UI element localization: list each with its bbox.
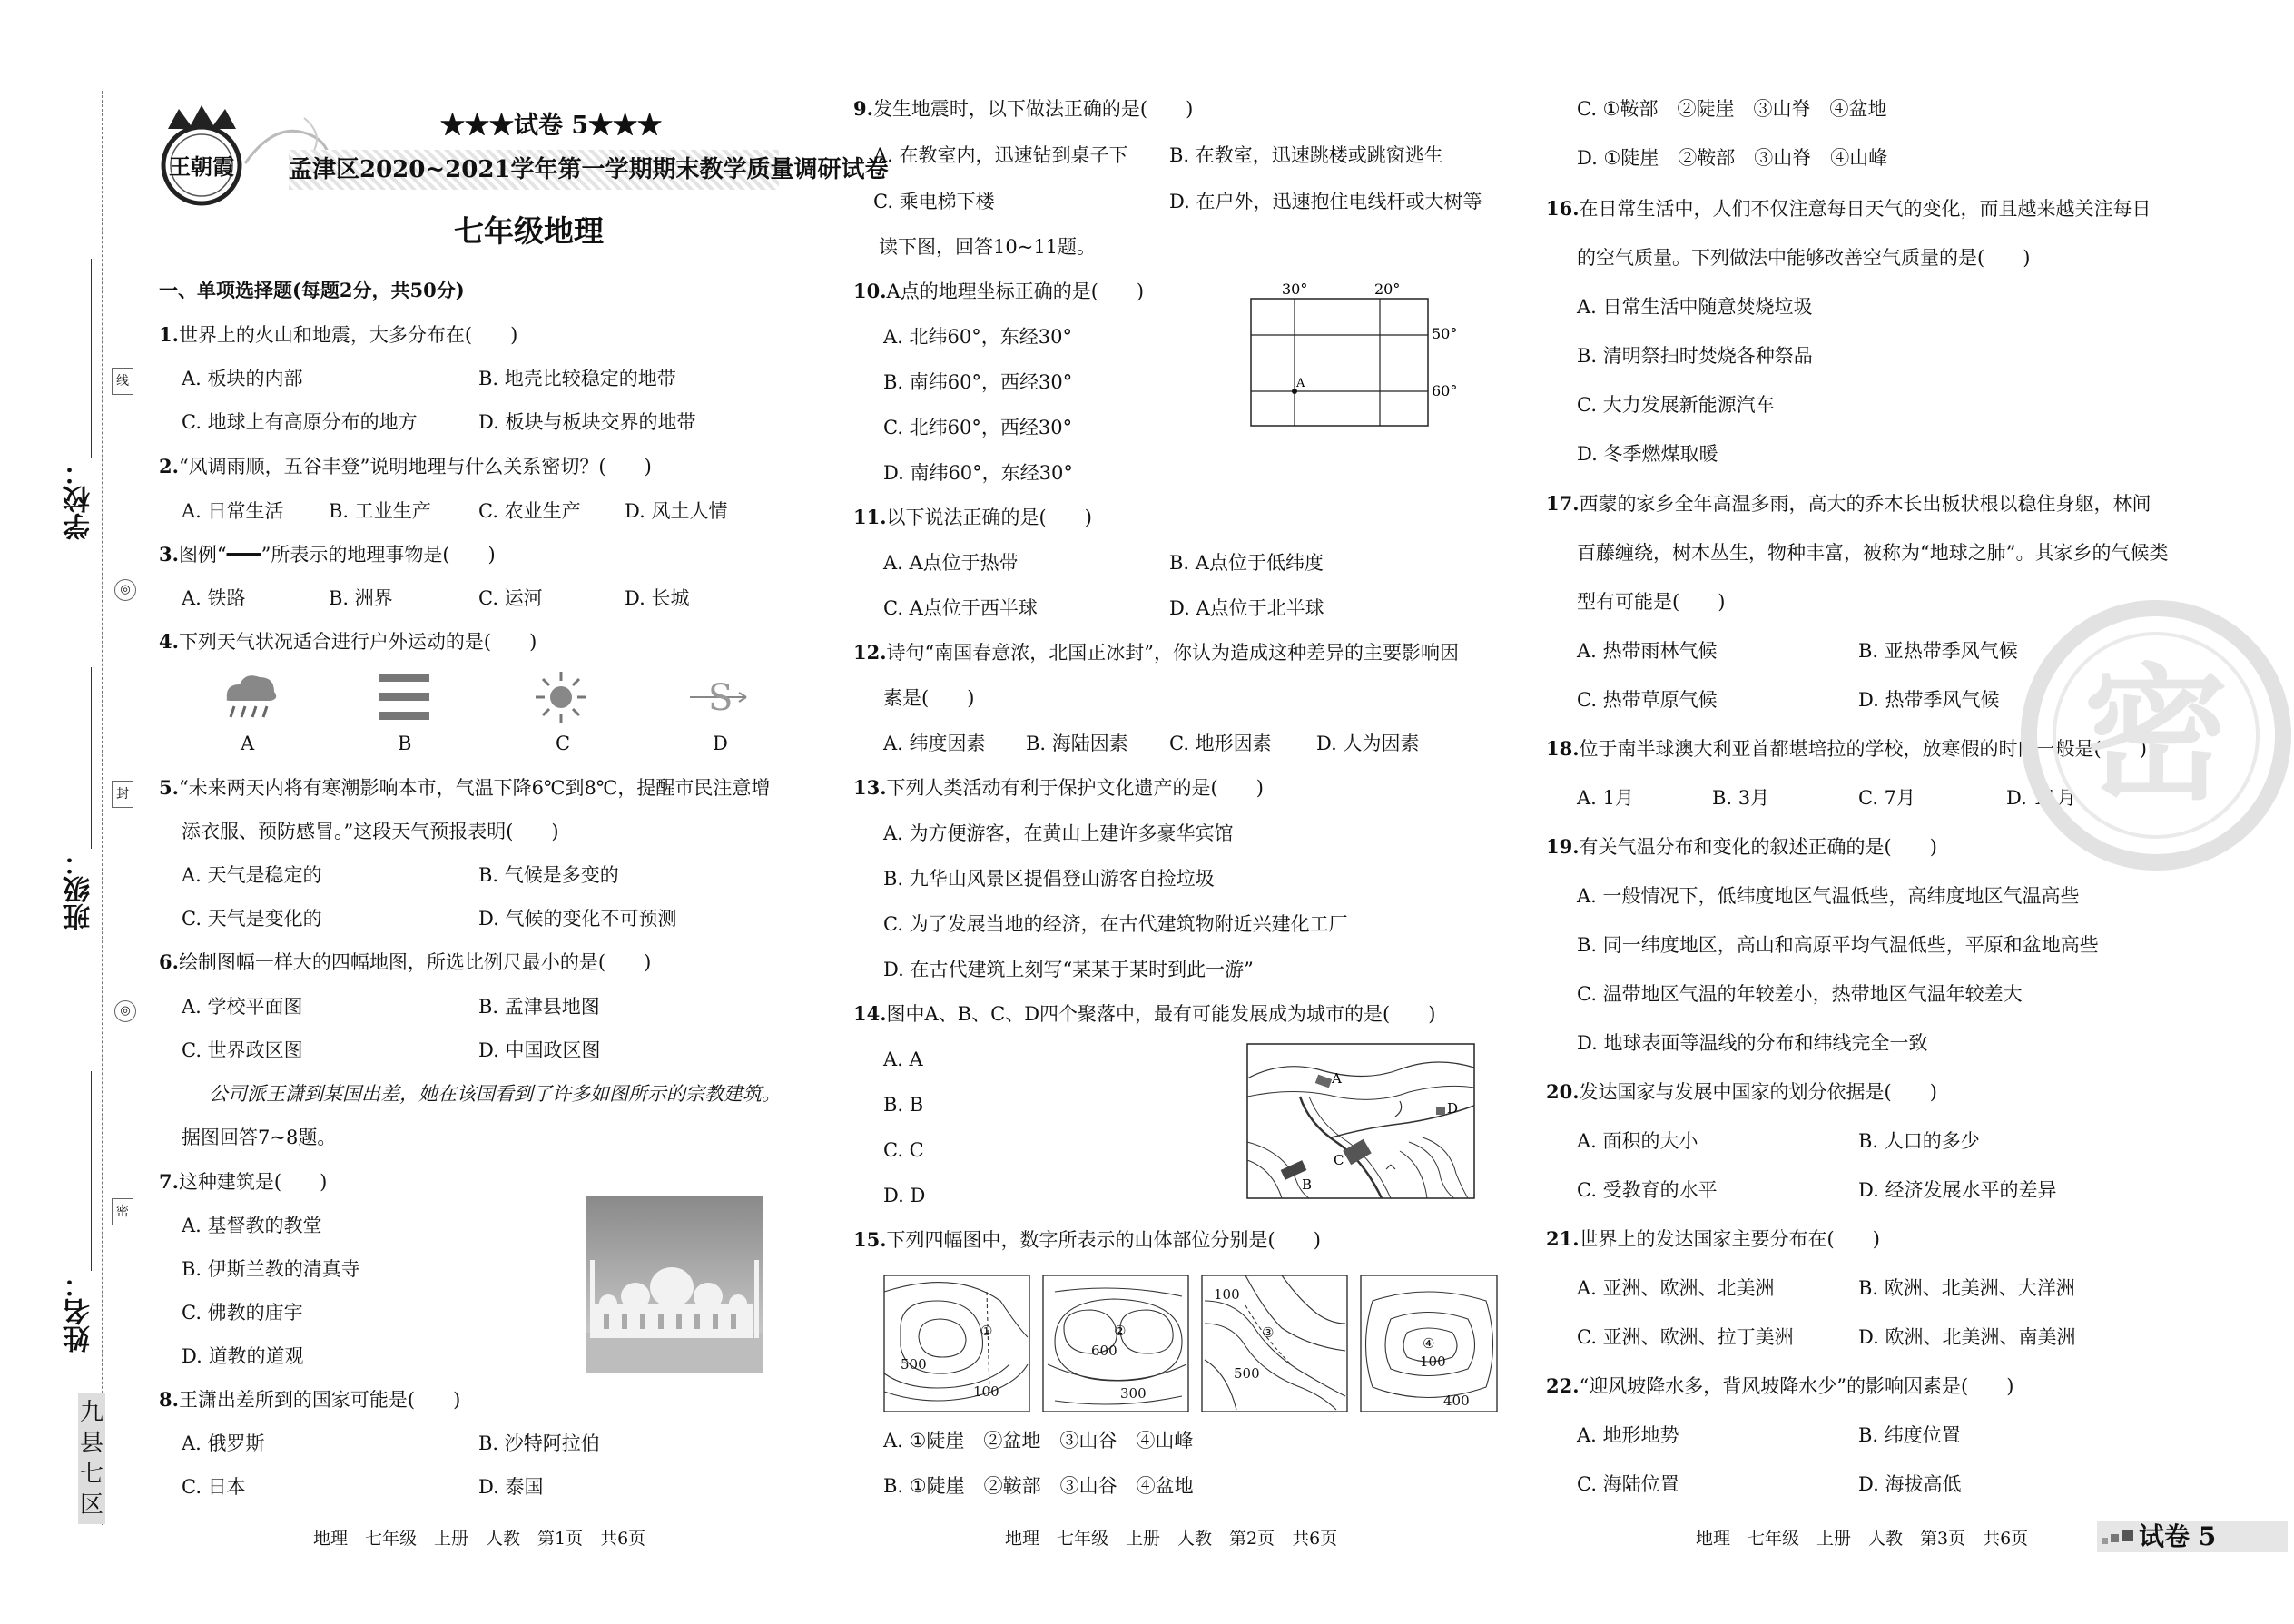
option[interactable]: D. 风土人情: [625, 500, 728, 522]
option[interactable]: D. 道教的道观: [182, 1345, 304, 1367]
svg-text:C: C: [1334, 1152, 1344, 1168]
option[interactable]: D. 经济发展水平的差异: [1858, 1179, 2057, 1201]
svg-text:100: 100: [973, 1383, 999, 1400]
question-4: 下列天气状况适合进行户外运动的是( ): [178, 631, 537, 653]
question-2: “风调雨顺，五谷丰登”说明地理与什么关系密切？( ): [178, 456, 652, 477]
class-field[interactable]: [91, 667, 92, 849]
option[interactable]: B. 地壳比较稳定的地带: [478, 368, 676, 389]
option[interactable]: A. 基督教的教堂: [182, 1215, 322, 1236]
question-10: A点的地理坐标正确的是( ): [886, 281, 1145, 302]
question-1: 世界上的火山和地震，大多分布在( ): [178, 324, 518, 346]
option[interactable]: A. A: [883, 1048, 923, 1070]
footer-page-3: 地理 七年级 上册 人教 第3页 共6页: [1696, 1529, 2029, 1549]
cut-line: [102, 91, 103, 1525]
svg-text:A: A: [1332, 1070, 1342, 1087]
option[interactable]: A: [241, 733, 255, 754]
option[interactable]: D. 长城: [625, 587, 690, 609]
option[interactable]: A. 纬度因素: [883, 733, 986, 754]
question-9: 发生地震时，以下做法正确的是( ): [872, 98, 1194, 120]
exam-title: 孟津区2020~2021学年第一学期期末教学质量调研试卷: [289, 156, 889, 183]
option[interactable]: B. 3月: [1712, 787, 1770, 809]
option[interactable]: C. 海陆位置: [1577, 1473, 1679, 1495]
option[interactable]: B. 海陆因素: [1026, 733, 1128, 754]
option[interactable]: D. 中国政区图: [478, 1039, 601, 1061]
svg-text:100: 100: [1420, 1353, 1446, 1370]
option[interactable]: B. 伊斯兰教的清真寺: [182, 1258, 360, 1280]
question-12: 诗句“南国春意浓，北国正冰封”，你认为造成这种差异的主要影响因: [886, 642, 1460, 664]
option[interactable]: A. 在教室内，迅速钻到桌子下: [873, 144, 1128, 166]
question-21: 世界上的发达国家主要分布在( ): [1579, 1228, 1880, 1250]
option[interactable]: B. 在教室，迅速跳楼或跳窗逃生: [1169, 144, 1443, 166]
option[interactable]: C. 地形因素: [1169, 733, 1272, 754]
option[interactable]: A. 北纬60°，东经30°: [883, 326, 1072, 348]
settlement-map-figure: [1245, 1042, 1477, 1201]
svg-text:60°: 60°: [1432, 382, 1458, 399]
option[interactable]: C. 世界政区图: [182, 1039, 303, 1061]
option[interactable]: C. A点位于西半球: [883, 597, 1038, 619]
question-6: 绘制图幅一样大的四幅地图，所选比例尺最小的是( ): [178, 951, 652, 973]
svg-text:S: S: [708, 677, 733, 719]
name-field[interactable]: [91, 1071, 92, 1271]
option[interactable]: C. 温带地区气温的年较差小，热带地区气温年较差大: [1577, 983, 2023, 1005]
svg-text:②: ②: [1114, 1323, 1127, 1339]
question-8: 王潇出差所到的国家可能是( ): [178, 1389, 461, 1411]
footer-squares-icon: [2102, 1530, 2134, 1545]
secret-stamp-watermark: [2020, 599, 2292, 871]
option[interactable]: B. 工业生产: [329, 500, 431, 522]
fog-icon: [379, 672, 429, 722]
option[interactable]: A. 板块的内部: [182, 368, 303, 389]
sandstorm-icon: [688, 670, 752, 724]
option[interactable]: B. B: [883, 1094, 924, 1116]
svg-text:500: 500: [901, 1356, 927, 1373]
svg-text:50°: 50°: [1432, 325, 1458, 342]
region-label: 九 县 七 区: [78, 1393, 105, 1524]
school-label: 学校：: [64, 458, 95, 540]
binding-hole-icon: ◎: [114, 579, 136, 601]
option[interactable]: D. 人为因素: [1316, 733, 1420, 754]
option[interactable]: B. A点位于低纬度: [1169, 552, 1324, 574]
option[interactable]: D. 在户外，迅速抱住电线杆或大树等: [1169, 191, 1482, 212]
option[interactable]: B. 纬度位置: [1858, 1424, 1961, 1446]
svg-text:400: 400: [1443, 1393, 1470, 1409]
option[interactable]: C. 地球上有高原分布的地方: [182, 411, 418, 433]
option[interactable]: A. 亚洲、欧洲、北美洲: [1577, 1277, 1775, 1299]
option[interactable]: B. 人口的多少: [1858, 1130, 1980, 1152]
option[interactable]: B: [398, 733, 412, 754]
passage-intro-cont: 据图回答7~8题。: [182, 1127, 337, 1148]
svg-text:D: D: [1447, 1100, 1459, 1117]
section-heading: 一、单项选择题(每题2分，共50分): [159, 279, 465, 301]
option[interactable]: C. 佛教的庙宇: [182, 1302, 303, 1324]
option[interactable]: A. A点位于热带: [883, 552, 1019, 574]
option[interactable]: C. C: [883, 1139, 924, 1161]
paper-number: ★★★试卷 5★★★: [440, 112, 663, 140]
question-17-cont: 百藤缠绕，树木丛生，物种丰富，被称为“地球之肺”。其家乡的气候类: [1577, 542, 2169, 564]
option[interactable]: D. D: [883, 1185, 926, 1206]
question-3: 图例“━━━”所表示的地理事物是( ): [178, 544, 496, 566]
option[interactable]: C. 7月: [1858, 787, 1916, 809]
seal-tag-seal: 封: [112, 781, 133, 808]
option[interactable]: C. 乘电梯下楼: [873, 191, 995, 212]
option[interactable]: D. 冬季燃煤取暖: [1577, 443, 1718, 465]
question-22: “迎风坡降水多，背风坡降水少”的影响因素是( ): [1579, 1375, 2014, 1397]
svg-text:100: 100: [1214, 1286, 1240, 1303]
class-label: 班级：: [64, 849, 95, 930]
option[interactable]: A. 为方便游客，在黄山上建许多豪华宾馆: [883, 822, 1234, 844]
brand-logo: [159, 102, 245, 211]
subject-title: 七年级地理: [454, 213, 604, 249]
option[interactable]: C. 北纬60°，西经30°: [883, 417, 1073, 438]
mosque-photo: [586, 1196, 763, 1373]
footer-page-2: 地理 七年级 上册 人教 第2页 共6页: [1005, 1529, 1338, 1549]
svg-text:500: 500: [1234, 1365, 1260, 1382]
option[interactable]: A. 热带雨林气候: [1577, 640, 1718, 662]
question-5-cont: 添衣服、预防感冒。”这段天气预报表明( ): [182, 821, 559, 842]
svg-text:20°: 20°: [1374, 281, 1401, 298]
option[interactable]: C. 大力发展新能源汽车: [1577, 394, 1775, 416]
option[interactable]: A. 日常生活中随意焚烧垃圾: [1577, 296, 1813, 318]
option[interactable]: B. 同一纬度地区，高山和高原平均气温低些，平原和盆地高些: [1577, 934, 2099, 956]
option[interactable]: B. 南纬60°，西经30°: [883, 371, 1073, 393]
binding-strip: [0, 0, 131, 1624]
footer-badge: 试卷 5: [2139, 1521, 2217, 1551]
option[interactable]: D. 在古代建筑上刻写“某某于某时到此一游”: [883, 959, 1254, 980]
question-20: 发达国家与发展中国家的划分依据是( ): [1579, 1081, 1937, 1103]
svg-text:①: ①: [980, 1323, 993, 1339]
option[interactable]: A. 俄罗斯: [182, 1432, 265, 1454]
option[interactable]: C. 天气是变化的: [182, 908, 322, 930]
option[interactable]: D. 热带季风气候: [1858, 689, 2000, 711]
option[interactable]: D. A点位于北半球: [1169, 597, 1324, 619]
rain-cloud-icon: [218, 670, 281, 724]
lat-lon-grid-figure: [1244, 277, 1462, 436]
option[interactable]: D. 海拔高低: [1858, 1473, 1962, 1495]
question-14: 图中A、B、C、D四个聚落中，最有可能发展成为城市的是( ): [886, 1003, 1436, 1025]
option[interactable]: B. 欧洲、北美洲、大洋洲: [1858, 1277, 2075, 1299]
passage-intro: 读下图，回答10~11题。: [879, 236, 1097, 258]
seal-tag-line: 线: [112, 368, 133, 395]
option[interactable]: D. 南纬60°，东经30°: [883, 462, 1073, 484]
option[interactable]: C. 热带草原气候: [1577, 689, 1718, 711]
svg-text:③: ③: [1262, 1324, 1275, 1341]
svg-text:30°: 30°: [1282, 281, 1308, 298]
option[interactable]: D: [713, 733, 728, 754]
question-19: 有关气温分布和变化的叙述正确的是( ): [1579, 836, 1937, 858]
name-label: 姓名：: [64, 1271, 95, 1353]
option[interactable]: B. 九华山风景区提倡登山游客自捡垃圾: [883, 868, 1215, 890]
svg-text:④: ④: [1423, 1335, 1435, 1352]
passage-intro: 公司派王潇到某国出差，她在该国看到了许多如图所示的宗教建筑。: [209, 1083, 781, 1105]
option[interactable]: C. 日本: [182, 1476, 246, 1498]
svg-text:密: 密: [2082, 650, 2230, 820]
question-16: 在日常生活中，人们不仅注意每日天气的变化，而且越来越关注每日: [1579, 198, 2151, 220]
option[interactable]: D. ①陡崖 ②鞍部 ③山脊 ④山峰: [1577, 147, 1888, 169]
option[interactable]: C. 亚洲、欧洲、拉丁美洲: [1577, 1326, 1794, 1348]
option[interactable]: B. ①陡崖 ②鞍部 ③山谷 ④盆地: [883, 1475, 1194, 1497]
svg-text:A: A: [1296, 377, 1305, 390]
option[interactable]: A. 学校平面图: [182, 996, 303, 1018]
option[interactable]: B. 孟津县地图: [478, 996, 600, 1018]
seal-tag-close: 密: [112, 1198, 133, 1225]
option[interactable]: A. 铁路: [182, 587, 246, 609]
option[interactable]: C. 农业生产: [478, 500, 581, 522]
svg-text:600: 600: [1091, 1343, 1117, 1359]
school-field[interactable]: [91, 259, 92, 458]
question-15: 下列四幅图中，数字所表示的山体部位分别是( ): [886, 1229, 1321, 1251]
option[interactable]: A. ①陡崖 ②盆地 ③山谷 ④山峰: [883, 1430, 1194, 1452]
question-5: “未来两天内将有寒潮影响本市，气温下降6℃到8℃，提醒市民注意增: [178, 777, 771, 799]
question-11: 以下说法正确的是( ): [886, 507, 1092, 528]
svg-text:B: B: [1302, 1176, 1313, 1193]
question-16-cont: 的空气质量。下列做法中能够改善空气质量的是( ): [1577, 247, 2031, 269]
option[interactable]: A. 地形地势: [1577, 1424, 1679, 1446]
question-13: 下列人类活动有利于保护文化遗产的是( ): [886, 777, 1264, 799]
question-17-cont2: 型有可能是( ): [1577, 591, 1726, 613]
option[interactable]: D. 地球表面等温线的分布和纬线完全一致: [1577, 1032, 1928, 1054]
option[interactable]: D. 11月: [2006, 787, 2077, 809]
logo-text: 王朝霞: [169, 153, 234, 180]
option[interactable]: C. 受教育的水平: [1577, 1179, 1718, 1201]
option[interactable]: A. 日常生活: [182, 500, 284, 522]
option[interactable]: D. 泰国: [478, 1476, 544, 1498]
option[interactable]: B. 气候是多变的: [478, 864, 619, 886]
option[interactable]: D. 气候的变化不可预测: [478, 908, 677, 930]
binding-hole-icon: ◎: [114, 1000, 136, 1022]
option[interactable]: A. 天气是稳定的: [182, 864, 322, 886]
option[interactable]: D. 欧洲、北美洲、南美洲: [1858, 1326, 2076, 1348]
option[interactable]: B. 清明祭扫时焚烧各种祭品: [1577, 345, 1813, 367]
option[interactable]: B. 亚热带季风气候: [1858, 640, 2018, 662]
contour-maps-figure: [882, 1274, 1500, 1414]
option[interactable]: C. ①鞍部 ②陡崖 ③山脊 ④盆地: [1577, 98, 1887, 120]
option[interactable]: D. 板块与板块交界的地带: [478, 411, 696, 433]
option[interactable]: A. 一般情况下，低纬度地区气温低些，高纬度地区气温高些: [1577, 885, 2080, 907]
option[interactable]: A. 面积的大小: [1577, 1130, 1698, 1152]
option[interactable]: B. 洲界: [329, 587, 393, 609]
question-18: 位于南半球澳大利亚首都堪培拉的学校，放寒假的时间一般是( ): [1579, 738, 2147, 760]
question-12-cont: 素是( ): [883, 687, 975, 709]
option[interactable]: C. 为了发展当地的经济，在古代建筑物附近兴建化工厂: [883, 913, 1348, 935]
question-7: 这种建筑是( ): [178, 1171, 328, 1193]
svg-text:300: 300: [1120, 1385, 1147, 1402]
question-17: 西蒙的家乡全年高温多雨，高大的乔木长出板状根以稳住身躯，林间: [1579, 493, 2151, 515]
option[interactable]: C: [556, 733, 571, 754]
option[interactable]: B. 沙特阿拉伯: [478, 1432, 600, 1454]
option[interactable]: A. 1月: [1577, 787, 1634, 809]
sun-icon: [534, 670, 588, 724]
footer-page-1: 地理 七年级 上册 人教 第1页 共6页: [313, 1529, 646, 1549]
option[interactable]: C. 运河: [478, 587, 543, 609]
